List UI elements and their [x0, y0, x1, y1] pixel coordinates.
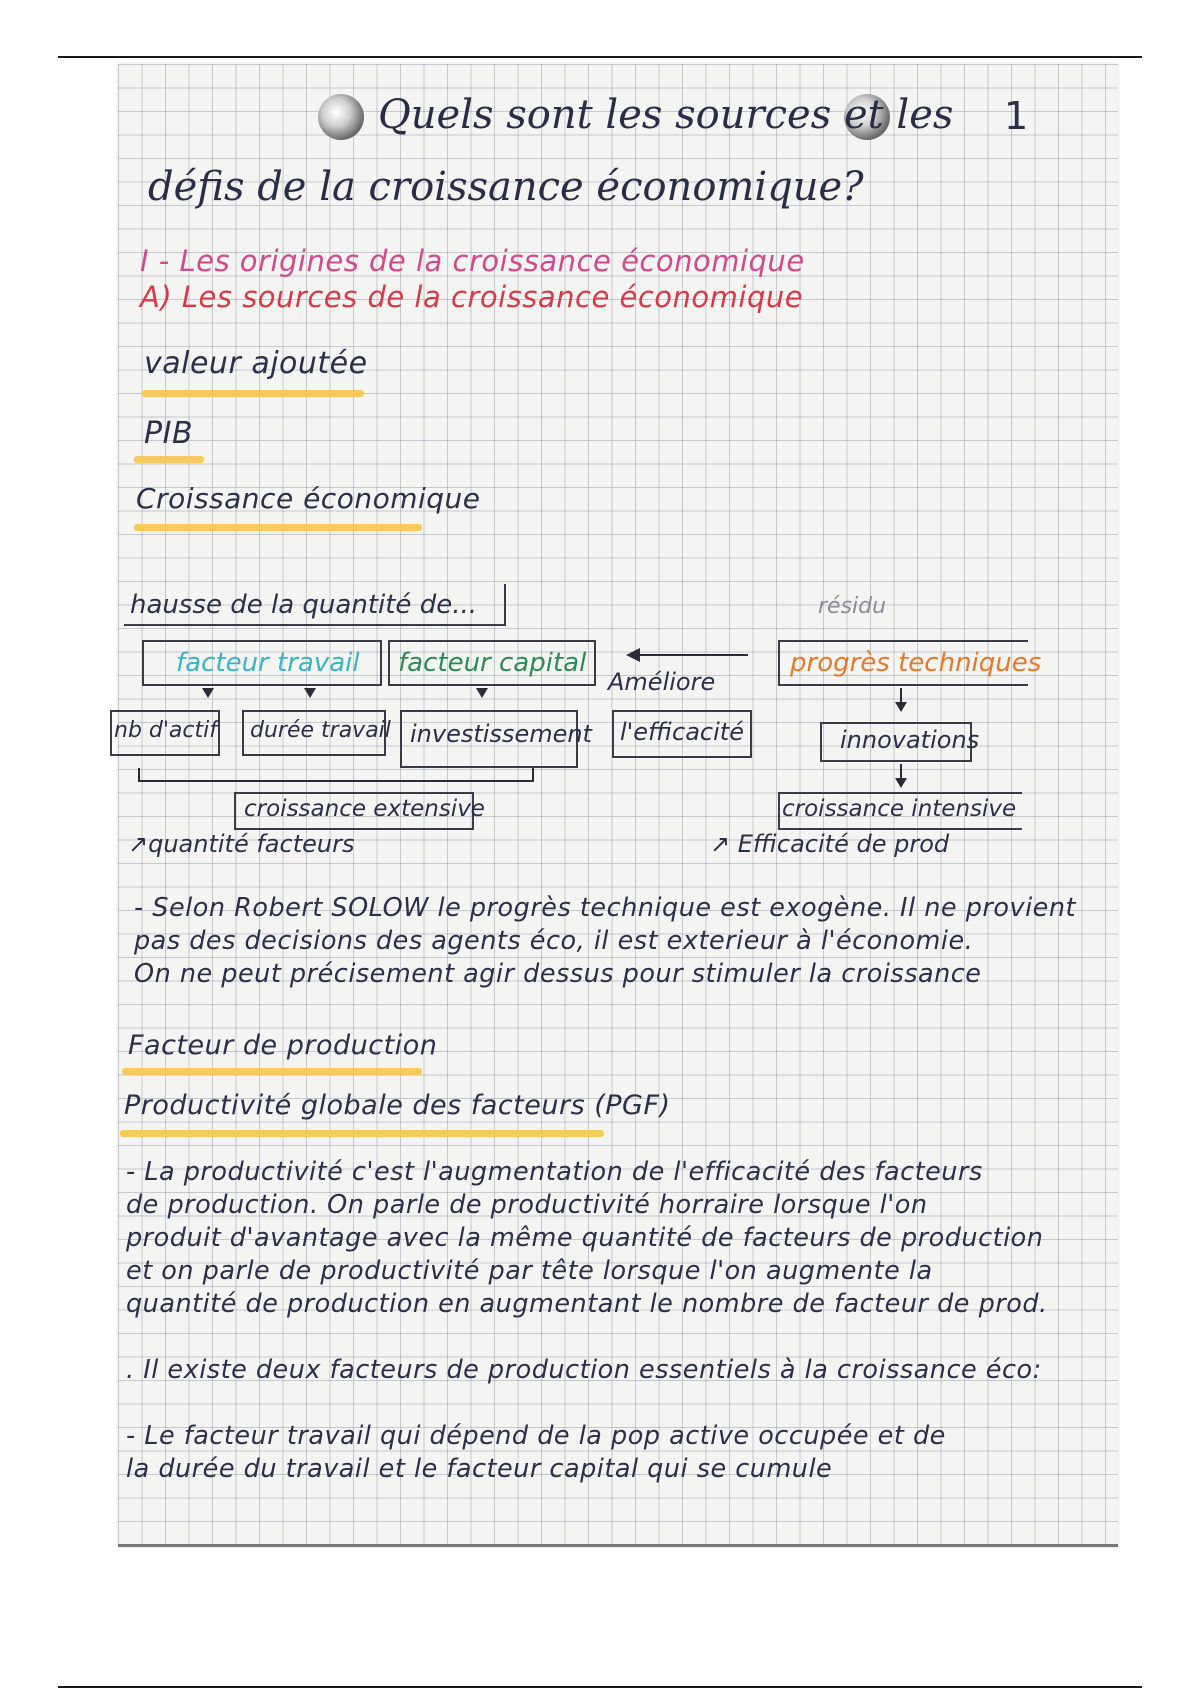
solow-line-2: pas des decisions des agents éco, il est exterieur à l'économie. — [134, 926, 974, 956]
page-title-line1: Quels sont les sources et les — [378, 92, 954, 138]
label-nb-actif: nb d'actif — [114, 718, 217, 743]
arrow-capital-invest — [476, 688, 488, 698]
label-investissement: investissement — [410, 720, 592, 748]
arrow-progres-innovations — [895, 702, 907, 712]
label-facteur-travail: facteur travail — [176, 648, 360, 678]
label-facteur-capital: facteur capital — [398, 648, 587, 678]
arrow-travail-duree — [304, 688, 316, 698]
arrow-travail-actif — [202, 688, 214, 698]
term-pgf: Productivité globale des facteurs (PGF) — [124, 1090, 671, 1121]
highlight-facteur-production — [122, 1068, 422, 1075]
label-efficacite-prod: ↗ Efficacité de prod — [710, 830, 950, 858]
subpart-heading: A) Les sources de la croissance économique — [140, 280, 804, 314]
arrow-ameliore-line — [638, 654, 748, 656]
productivite-line-2: de production. On parle de productivité horraire lorsque l'on — [126, 1190, 928, 1220]
label-croissance-extensive: croissance extensive — [244, 796, 485, 822]
bottom-rule — [58, 1686, 1142, 1688]
label-efficacite: l'efficacité — [620, 718, 744, 746]
page-number: 1 — [1004, 94, 1029, 138]
solow-line-3: On ne peut précisement agir dessus pour stimuler la croissance — [134, 959, 982, 989]
solow-line-1: - Selon Robert SOLOW le progrès technique est exogène. Il ne provient — [134, 893, 1077, 923]
highlight-croissance — [134, 524, 422, 531]
highlight-pib — [134, 456, 204, 463]
part-heading: I - Les origines de la croissance économique — [140, 244, 805, 278]
arrow-innov-intensive — [895, 778, 907, 788]
bracket-bottom-h — [138, 780, 534, 782]
diagram-hausse-quantite: hausse de la quantité de... — [130, 590, 477, 620]
label-duree-travail: durée travail — [250, 718, 391, 743]
term-croissance: Croissance économique — [136, 482, 481, 515]
productivite-line-5: quantité de production en augmentant le nombre de facteur de prod. — [126, 1289, 1048, 1319]
highlight-pgf — [120, 1130, 604, 1137]
page-title-line2: défis de la croissance économique? — [148, 164, 864, 210]
label-ameliore: Améliore — [608, 668, 716, 696]
arrow-ameliore-head — [626, 648, 640, 662]
productivite-line-4: et on parle de productivité par tête lorsque l'on augmente la — [126, 1256, 933, 1286]
label-croissance-intensive: croissance intensive — [782, 796, 1017, 822]
term-pib: PIB — [144, 416, 194, 451]
shell-sticker-left — [318, 94, 364, 140]
diagram-residu: résidu — [818, 594, 887, 619]
facteur-travail-line-1: - Le facteur travail qui dépend de la pop active occupée et de — [126, 1421, 946, 1451]
label-quantite-facteurs: ↗quantité facteurs — [128, 830, 355, 858]
productivite-line-3: produit d'avantage avec la même quantité de facteurs de production — [126, 1223, 1044, 1253]
productivite-line-1: - La productivité c'est l'augmentation de l'efficacité des facteurs — [126, 1157, 983, 1187]
facteur-travail-line-2: la durée du travail et le facteur capital qui se cumule — [126, 1454, 833, 1484]
top-rule — [58, 56, 1142, 58]
deux-facteurs-line: . Il existe deux facteurs de production essentiels à la croissance éco: — [126, 1355, 1042, 1385]
bracket-right-v — [532, 768, 534, 782]
term-facteur-production: Facteur de production — [128, 1030, 438, 1061]
highlight-valeur-ajoutee — [142, 390, 364, 397]
term-valeur-ajoutee: valeur ajoutée — [144, 346, 368, 381]
notebook-page — [114, 64, 1118, 1547]
label-progres-techniques: progrès techniques — [790, 648, 1042, 678]
label-innovations: innovations — [840, 726, 980, 754]
